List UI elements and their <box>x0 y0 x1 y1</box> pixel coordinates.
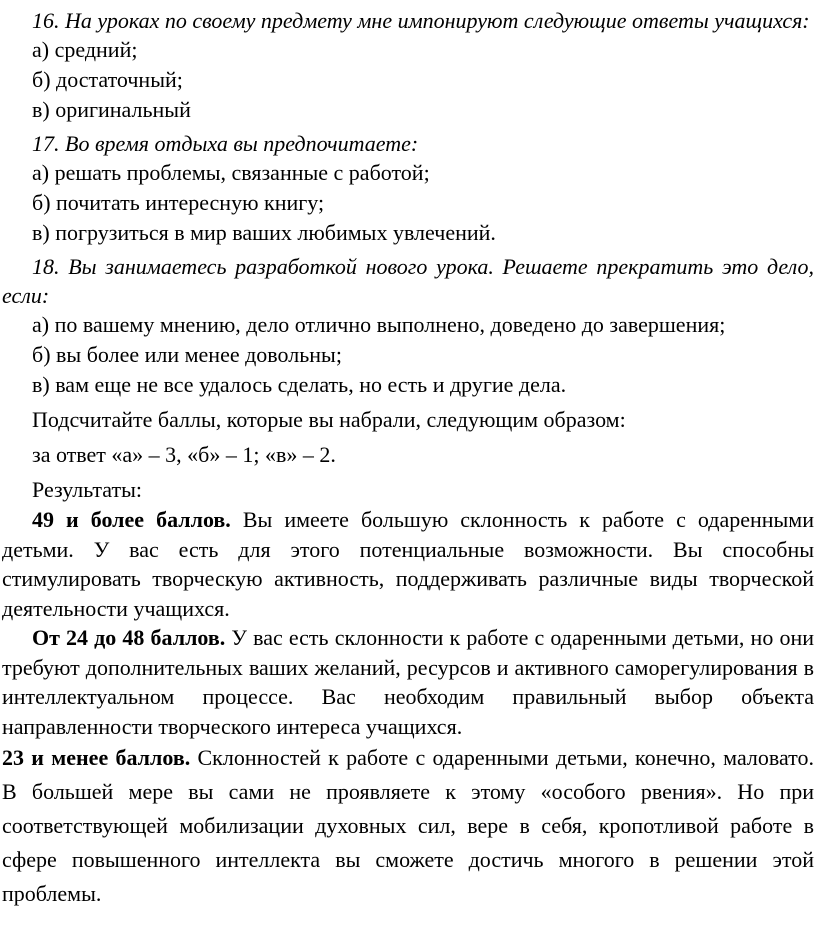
question-16-option-b: б) достаточный; <box>32 67 183 92</box>
question-18-option-a: а) по вашему мнению, дело отлично выполнено, доведено до завершения; <box>32 312 726 337</box>
scoring-intro: Подсчитайте баллы, которые вы набрали, следующим образом: <box>32 407 626 432</box>
result-low-heading: 23 и менее баллов. <box>2 745 191 770</box>
question-17-option-a: а) решать проблемы, связанные с работой; <box>32 160 430 185</box>
question-17-option-b: б) почитать интересную книгу; <box>32 190 325 215</box>
result-high <box>2 505 814 623</box>
result-high-heading: 49 и более баллов. <box>32 507 231 532</box>
result-medium-text: У вас есть склонности к работе с одаренными детьми, но они требуют дополнительных ваших желаний, ресурсов и активного саморегулирования в интеллектуальном процессе. Вас необходим правильный выбор объекта направленности творческого интереса учащихся. <box>2 625 814 739</box>
question-18: 18. Вы занимаетесь разработкой нового урока. Решаете прекратить это дело, если: <box>2 254 814 308</box>
result-medium-heading: От 24 до 48 баллов. <box>32 625 226 650</box>
result-low-text: Склонностей к работе с одаренными детьми, конечно, маловато. В большей мере вы сами не проявляете к этому «особого рвения». Но при соответствующей мобилизации духовных сил, вере в себя, кропотливой работе в сфере повышенного интеллекта вы сможете достичь многого в решении этой проблемы. <box>2 745 815 906</box>
question-16-option-a: а) средний; <box>32 37 138 62</box>
results-label: Результаты: <box>32 477 142 502</box>
scoring-rule: за ответ «а» – 3, «б» – 1; «в» – 2. <box>32 442 336 467</box>
result-high-text: Вы имеете большую склонность к работе с одаренными детьми. У вас есть для этого потенциальные возможности. Вы способны стимулировать творческую активность, поддерживать различные виды творческой деятельности учащихся. <box>2 507 814 621</box>
result-low <box>2 741 814 911</box>
question-17-option-c: в) погрузиться в мир ваших любимых увлечений. <box>32 220 496 245</box>
question-18-option-c: в) вам еще не все удалось сделать, но есть и другие дела. <box>32 372 567 397</box>
result-medium <box>2 623 814 741</box>
question-16: 16. На уроках по своему предмету мне импонируют следующие ответы учащихся: <box>32 8 810 33</box>
question-17: 17. Во время отдыха вы предпочитаете: <box>32 131 419 156</box>
question-18-option-b: б) вы более или менее довольны; <box>32 342 342 367</box>
question-16-option-c: в) оригинальный <box>32 97 191 122</box>
